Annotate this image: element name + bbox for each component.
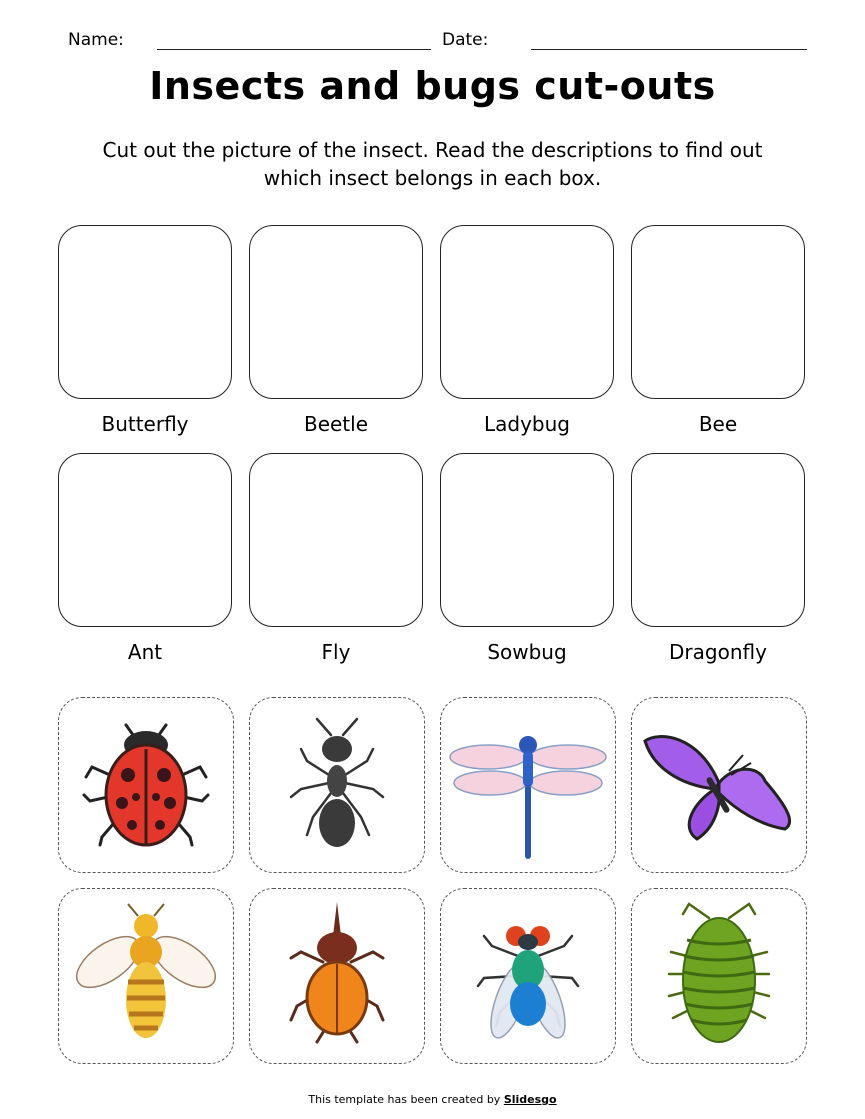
label-dragonfly: Dragonfly: [669, 640, 767, 664]
butterfly-icon: [639, 705, 799, 865]
cutout-card-butterfly[interactable]: [631, 697, 807, 873]
date-label: Date:: [442, 30, 489, 50]
paste-box-bee: [631, 225, 805, 399]
page-title: Insects and bugs cut-outs: [149, 64, 716, 108]
label-sowbug: Sowbug: [487, 640, 567, 664]
bee-icon: [66, 896, 226, 1056]
footer-credit: [0, 1093, 865, 1106]
label-butterfly: Butterfly: [101, 412, 189, 436]
paste-box-beetle: [249, 225, 423, 399]
footer-brand-link[interactable]: Slidesgo: [503, 1093, 557, 1106]
label-fly: Fly: [321, 640, 351, 664]
date-line[interactable]: [531, 49, 807, 50]
beetle-icon: [257, 896, 417, 1056]
paste-box-fly: [249, 453, 423, 627]
label-beetle: Beetle: [303, 412, 369, 436]
footer-text: This template has been created by: [308, 1093, 504, 1106]
instructions-line-1: Cut out the picture of the insect. Read the descriptions to find out: [102, 138, 763, 162]
paste-box-sowbug: [440, 453, 614, 627]
cutout-card-beetle[interactable]: [249, 888, 425, 1064]
cutout-card-dragonfly[interactable]: [440, 697, 616, 873]
dragonfly-icon: [448, 705, 608, 865]
cutout-card-fly[interactable]: [440, 888, 616, 1064]
instructions: [60, 136, 805, 192]
name-label: Name:: [68, 30, 124, 50]
cutout-card-ladybug[interactable]: [58, 697, 234, 873]
paste-box-dragonfly: [631, 453, 805, 627]
paste-box-ladybug: [440, 225, 614, 399]
cutout-card-ant[interactable]: [249, 697, 425, 873]
ant-icon: [257, 705, 417, 865]
instructions-line-2: which insect belongs in each box.: [263, 166, 602, 190]
name-line[interactable]: [157, 49, 431, 50]
cutout-card-sowbug[interactable]: [631, 888, 807, 1064]
label-bee: Bee: [698, 412, 738, 436]
label-ant: Ant: [127, 640, 163, 664]
paste-box-ant: [58, 453, 232, 627]
fly-icon: [448, 896, 608, 1056]
sowbug-icon: [639, 896, 799, 1056]
paste-box-butterfly: [58, 225, 232, 399]
cutout-card-bee[interactable]: [58, 888, 234, 1064]
label-ladybug: Ladybug: [484, 412, 570, 436]
ladybug-icon: [66, 705, 226, 865]
